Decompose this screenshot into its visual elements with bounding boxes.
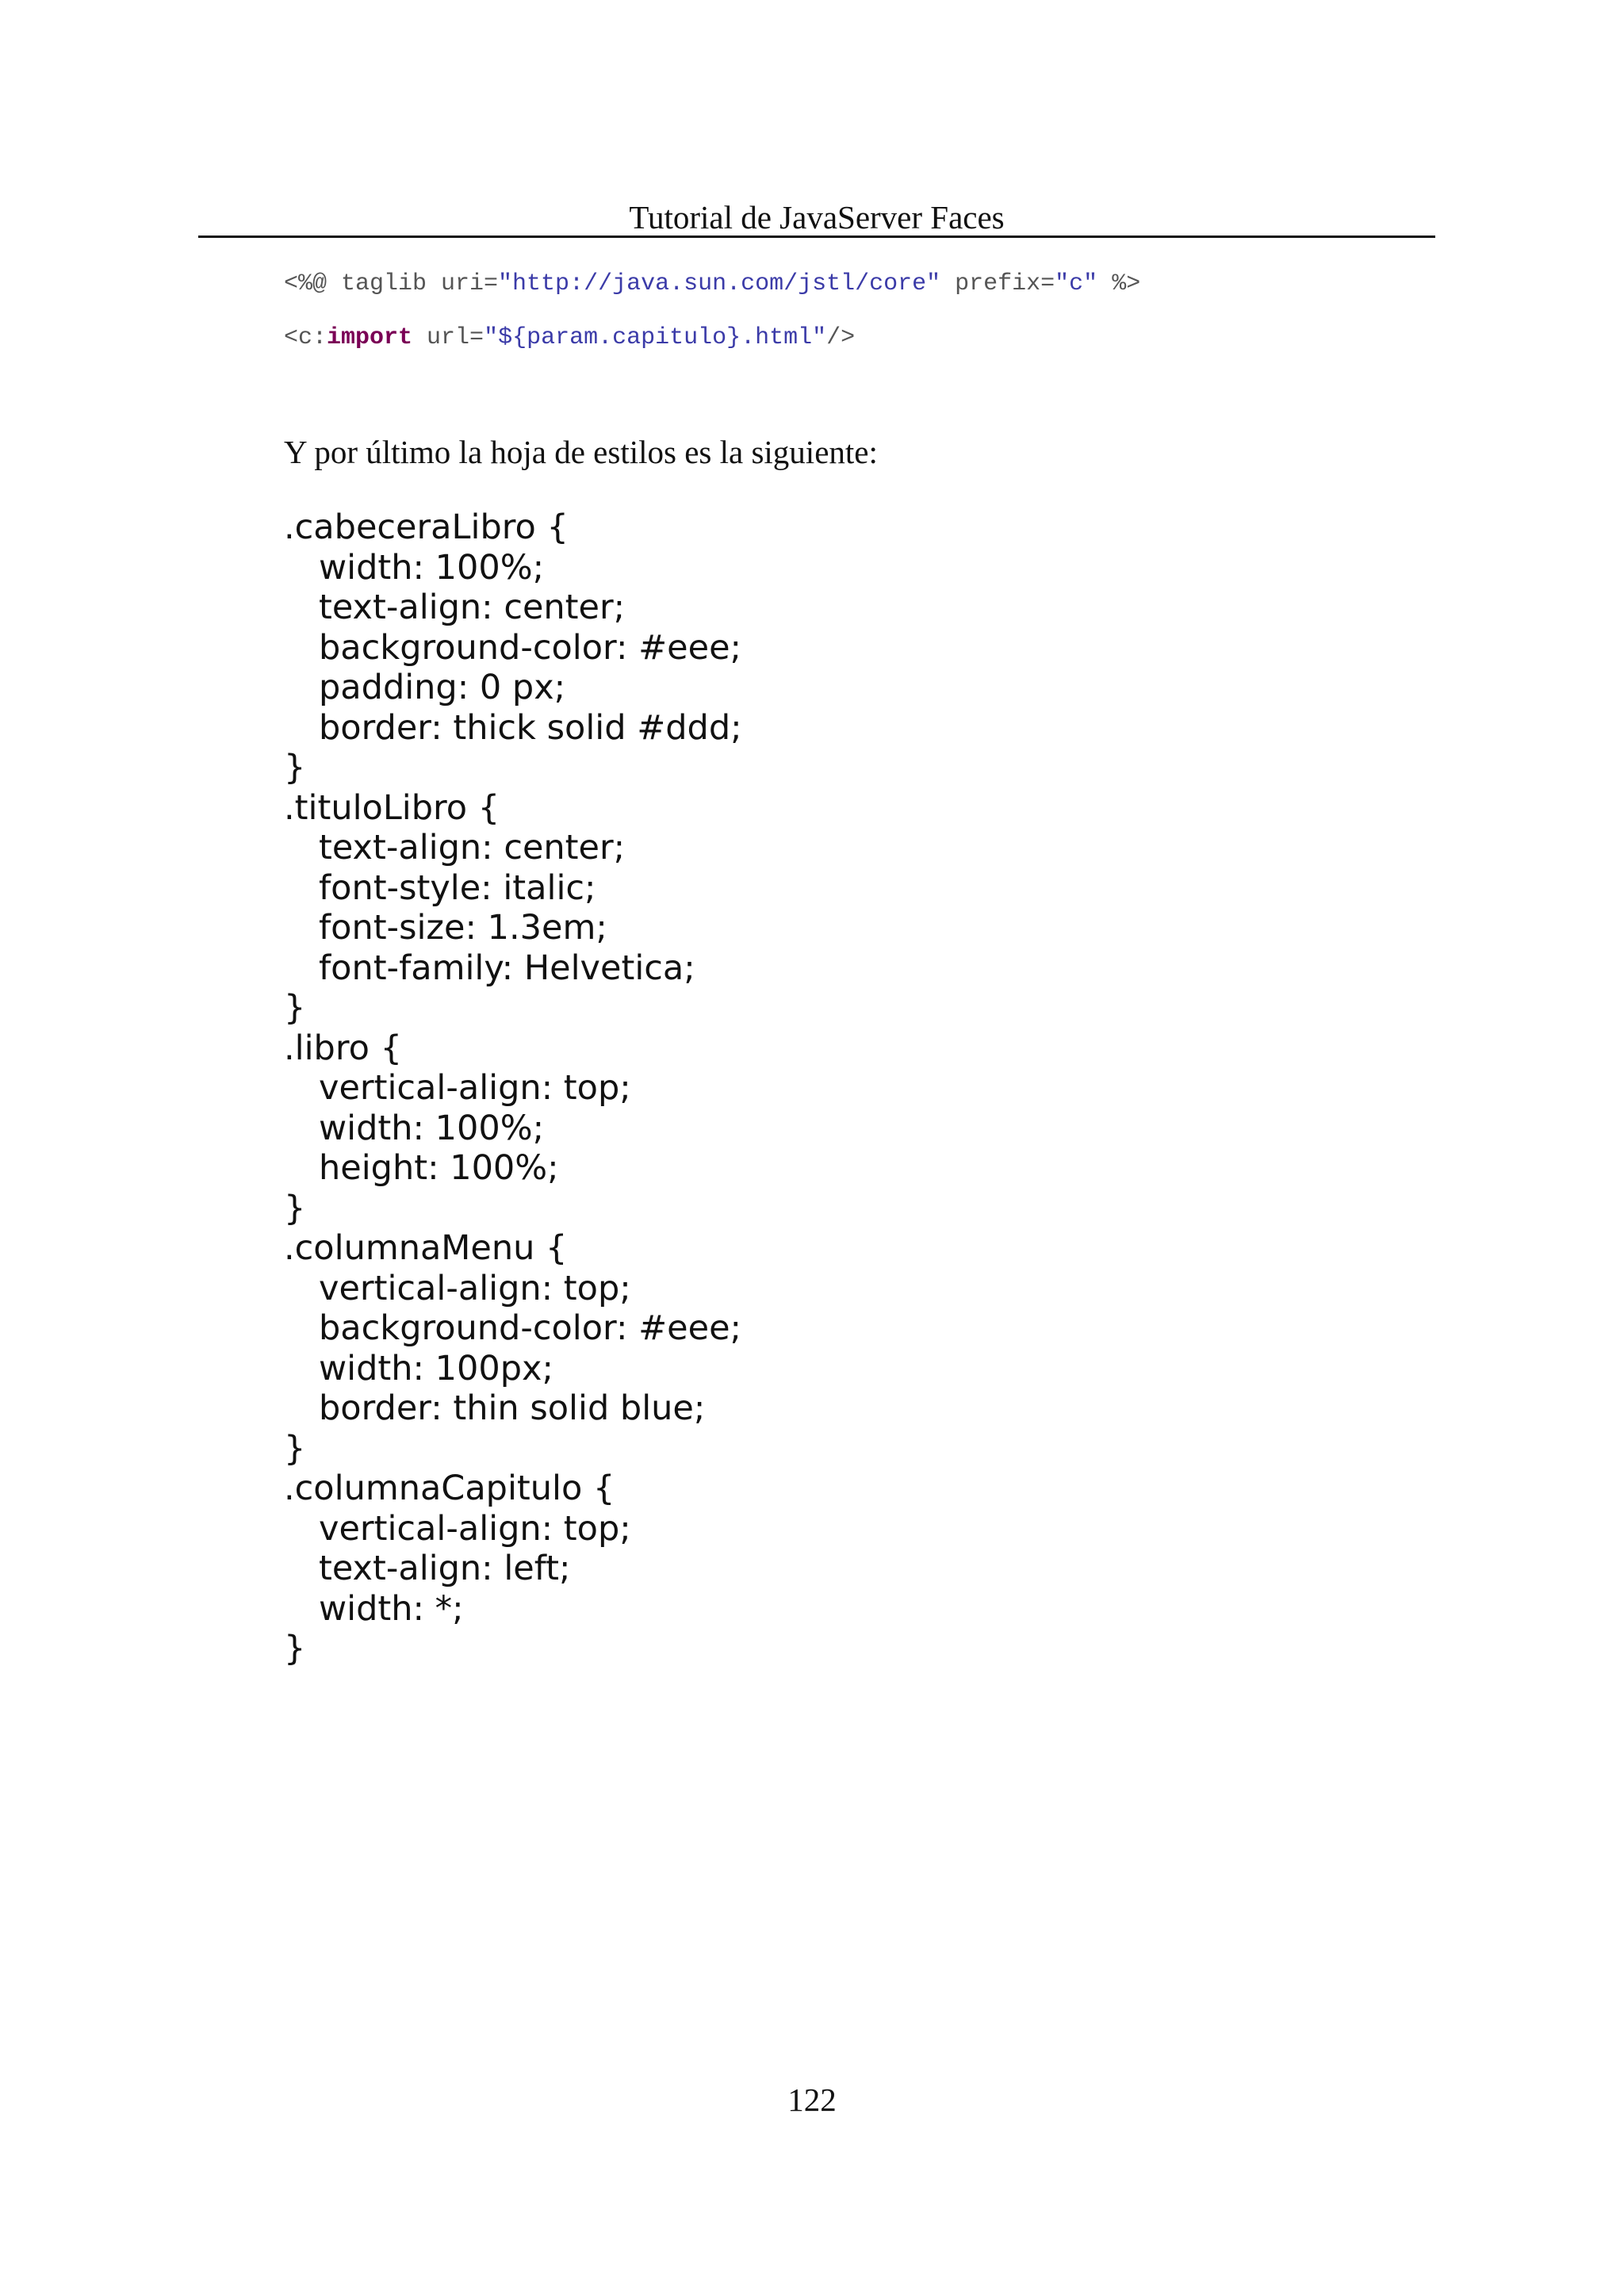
css-declaration-line: width: 100%; bbox=[319, 547, 545, 588]
css-selector-line: .libro { bbox=[284, 1028, 402, 1068]
code-token: <%@ taglib uri= bbox=[284, 270, 499, 297]
code-string: "http://java.sun.com/jstl/core" bbox=[498, 270, 941, 297]
css-declaration-line: border: thick solid #ddd; bbox=[319, 707, 742, 748]
css-declaration-line: background-color: #eee; bbox=[319, 1308, 742, 1348]
css-declaration-line: width: *; bbox=[319, 1588, 464, 1629]
page-number: 122 bbox=[787, 2081, 837, 2118]
css-declaration-line: width: 100%; bbox=[319, 1108, 545, 1148]
css-declaration-line: text-align: left; bbox=[319, 1549, 571, 1588]
code-string: "c" bbox=[1055, 270, 1098, 297]
css-declaration-line: width: 100px; bbox=[319, 1348, 553, 1388]
css-closing-brace: } bbox=[284, 1188, 306, 1228]
css-declaration-line: border: thin solid blue; bbox=[319, 1388, 706, 1428]
css-declaration-line: text-align: center; bbox=[319, 588, 626, 627]
css-selector-line: .cabeceraLibro { bbox=[284, 507, 569, 547]
code-token: url= bbox=[412, 324, 485, 351]
code-token: %> bbox=[1097, 270, 1141, 297]
stylesheet-listing bbox=[284, 507, 742, 1669]
code-token: /> bbox=[826, 324, 856, 351]
css-declaration-line: text-align: center; bbox=[319, 828, 626, 867]
code-keyword: import bbox=[327, 324, 413, 351]
css-closing-brace: } bbox=[284, 748, 306, 787]
code-token: prefix= bbox=[940, 270, 1055, 297]
header-rule bbox=[198, 236, 1435, 238]
css-declaration-line: padding: 0 px; bbox=[319, 668, 566, 707]
css-declaration-line: vertical-align: top; bbox=[319, 1268, 631, 1308]
css-declaration-line: vertical-align: top; bbox=[319, 1508, 631, 1549]
css-declaration-line: height: 100%; bbox=[319, 1148, 559, 1188]
code-token: <c: bbox=[284, 324, 327, 351]
css-selector-line: .columnaCapitulo { bbox=[284, 1469, 615, 1508]
intro-paragraph: Y por último la hoja de estilos es la siguiente: bbox=[284, 434, 878, 470]
running-header: Tutorial de JavaServer Faces bbox=[629, 199, 1005, 236]
code-line-import bbox=[284, 322, 855, 354]
css-declaration-line: vertical-align: top; bbox=[319, 1068, 631, 1108]
css-declaration-line: background-color: #eee; bbox=[319, 627, 742, 668]
css-closing-brace: } bbox=[284, 1428, 306, 1469]
code-string: "${param.capitulo}.html" bbox=[484, 324, 827, 351]
css-closing-brace: } bbox=[284, 1629, 306, 1668]
code-line-taglib bbox=[284, 268, 1140, 300]
css-selector-line: .tituloLibro { bbox=[284, 787, 500, 828]
css-closing-brace: } bbox=[284, 988, 306, 1028]
css-declaration-line: font-style: italic; bbox=[319, 867, 596, 908]
css-selector-line: .columnaMenu { bbox=[284, 1228, 568, 1268]
css-declaration-line: font-family: Helvetica; bbox=[319, 948, 695, 988]
css-declaration-line: font-size: 1.3em; bbox=[319, 908, 607, 948]
